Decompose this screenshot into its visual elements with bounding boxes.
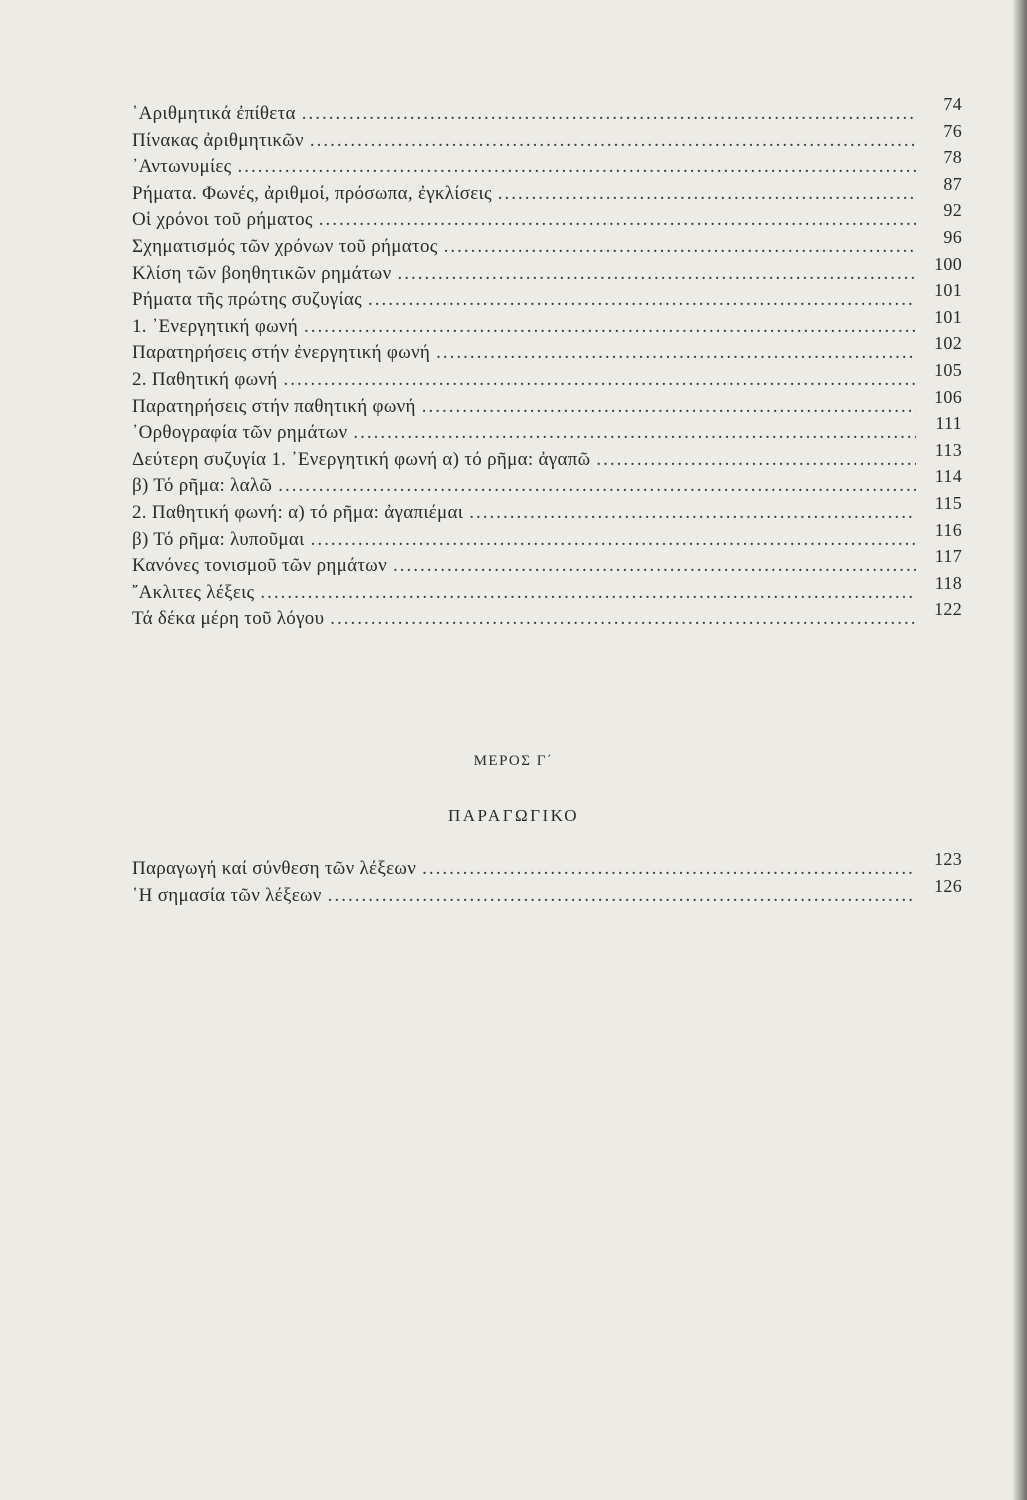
leader-dots [469,500,916,527]
leader-dots [330,606,916,633]
toc-page-number: 102 [934,333,962,354]
part-label: ΜΕΡΟΣ Γ΄ [473,753,554,769]
toc-page-number: 114 [934,466,962,487]
toc-page-number: 123 [934,849,962,869]
toc-page-number: 101 [934,306,962,327]
toc-page-number: 116 [934,519,962,540]
toc-entry[interactable] [132,413,962,446]
toc-entry-title: 1. ᾿Ενεργητική φωνή [132,315,299,337]
toc-page-number: 118 [934,572,962,593]
toc-entry-title: Δεύτερη συζυγία 1. ᾿Ενεργητική φωνή α) τό ρῆμα: ἀγαπῶ [132,448,591,470]
toc-page-number: 111 [935,413,962,434]
leader-dots [278,473,916,500]
toc-entry-title: ῾Η σημασία τῶν λέξεων [132,884,322,906]
leader-dots [393,553,916,580]
leader-dots [284,367,916,394]
toc-entry[interactable] [132,599,962,632]
toc-entry-title: Σχηματισμός τῶν χρόνων τοῦ ρήματος [132,235,438,257]
toc-entry-title: β) Τό ρῆμα: λυποῦμαι [132,528,305,550]
toc-page-number: 78 [943,147,962,168]
toc-page-number: 87 [943,173,962,194]
toc-entry[interactable] [132,359,962,393]
leader-dots [302,101,916,128]
leader-dots [353,420,916,447]
toc-page-number: 122 [934,599,962,620]
leader-dots [444,234,916,261]
toc-entry[interactable] [132,849,962,882]
leader-dots [237,154,916,181]
toc-entry[interactable] [132,280,962,313]
leader-dots [328,883,916,910]
toc-entry[interactable] [132,226,962,260]
toc-entry-title: Παραγωγή καί σύνθεση τῶν λέξεων [132,858,417,879]
toc-entry-title: Παρατηρήσεις στήν ἐνεργητική φωνή [132,342,431,364]
leader-dots [596,447,916,474]
part-title: ΠΑΡΑΓΩΓΙΚΟ [447,806,580,825]
leader-dots [310,128,916,155]
toc-entry-title: Κλίση τῶν βοηθητικῶν ρημάτων [132,262,392,284]
toc-entry-title: ᾿Ορθογραφία τῶν ρημάτων [132,422,348,444]
toc-page-number: 76 [943,120,962,141]
toc-entry[interactable] [132,147,962,180]
toc-entry[interactable] [132,386,962,420]
toc-entry[interactable] [132,875,962,909]
table-of-contents-part-c [132,849,962,908]
toc-page-number: 126 [934,875,962,896]
leader-dots [260,580,916,607]
toc-entry[interactable] [132,333,962,366]
toc-entry[interactable] [132,439,962,473]
toc-page-number: 115 [934,492,962,513]
toc-entry-title: ῾Αριθμητικά ἐπίθετα [132,103,296,124]
toc-page-number: 106 [934,386,962,407]
toc-page-number: 105 [934,359,962,380]
toc-entry-title: Πίνακας ἀριθμητικῶν [132,129,304,151]
toc-entry[interactable] [132,173,962,207]
leader-dots [422,394,916,421]
leader-dots [311,527,916,554]
toc-entry[interactable] [132,466,962,499]
toc-page-number: 100 [934,253,962,274]
toc-page-number: 74 [943,94,962,114]
toc-entry-title: Τά δέκα μέρη τοῦ λόγου [132,608,325,630]
toc-page-number: 96 [943,226,962,247]
toc-entry[interactable] [132,546,962,579]
toc-entry[interactable] [132,519,962,553]
leader-dots [498,181,916,208]
toc-entry[interactable] [132,572,962,606]
toc-page-number: 92 [943,200,962,221]
toc-entry-title: Οἱ χρόνοι τοῦ ρήματος [132,209,313,231]
table-of-contents [132,94,962,632]
toc-entry[interactable] [132,120,962,154]
toc-entry-title: 2. Παθητική φωνή [132,368,278,390]
leader-dots [368,287,916,314]
toc-entry-title: Ρήματα τῆς πρώτης συζυγίας [132,289,362,311]
leader-dots [397,261,916,288]
leader-dots [436,340,916,367]
toc-entry-title: β) Τό ρῆμα: λαλῶ [132,475,273,497]
toc-entry-title: 2. Παθητική φωνή: α) τό ρῆμα: ἀγαπιέμαι [132,501,464,523]
toc-entry[interactable] [132,306,962,340]
toc-entry[interactable] [132,253,962,287]
toc-entry-title: Ρήματα. Φωνές, ἀριθμοί, πρόσωπα, ἐγκλίσεις [132,182,492,204]
toc-entry[interactable] [132,94,962,127]
toc-entry-title: Κανόνες τονισμοῦ τῶν ρημάτων [132,555,388,577]
toc-entry-title: Παρατηρήσεις στήν παθητική φωνή [132,395,416,417]
leader-dots [304,314,916,341]
toc-page-number: 113 [934,439,962,460]
toc-page-number: 101 [934,280,962,301]
toc-entry[interactable] [132,200,962,233]
leader-dots [319,207,916,234]
toc-page-number: 117 [934,546,962,567]
toc-entry-title: ᾿Αντωνυμίες [132,156,232,178]
leader-dots [422,856,916,883]
toc-entry-title: ῎Ακλιτες λέξεις [132,581,255,603]
toc-entry[interactable] [132,492,962,526]
page-edge-shadow [1013,0,1027,1500]
